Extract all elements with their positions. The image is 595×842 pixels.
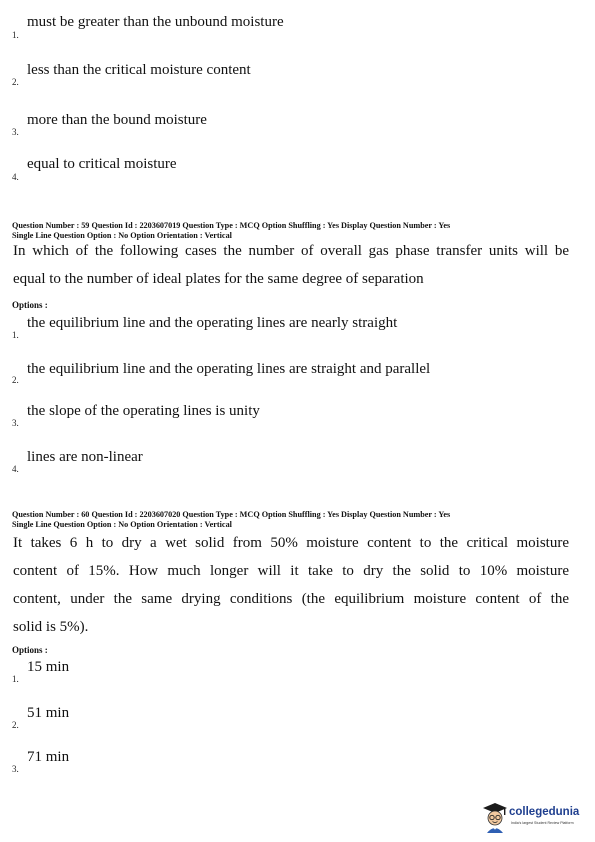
q59-option-1-number: 1. xyxy=(12,330,19,340)
q59-meta-line1: Question Number : 59 Question Id : 2203607019 Question Type : MCQ Option Shuffling : Yes Display Question Number : Yes xyxy=(12,221,451,230)
graduate-mascot-icon xyxy=(481,800,509,834)
q59-option-1-text: the equilibrium line and the operating lines are nearly straight xyxy=(27,315,398,331)
q59-meta-line2: Single Line Question Option : No Option Orientation : Vertical xyxy=(12,230,232,240)
q60-option-3-text: 71 min xyxy=(27,749,70,765)
q59-option-3-number: 3. xyxy=(12,418,19,428)
q59-options-label: Options : xyxy=(12,300,48,310)
prev-option-4-number: 4. xyxy=(12,172,19,182)
q60-text-line3: content, under the same drying conditions (the equilibrium moisture content of the xyxy=(13,591,569,607)
collegedunia-logo xyxy=(481,800,591,834)
prev-option-4-text: equal to critical moisture xyxy=(27,156,177,172)
prev-option-2-number: 2. xyxy=(12,77,19,87)
q60-meta xyxy=(12,510,450,529)
prev-option-3-text: more than the bound moisture xyxy=(27,112,207,128)
q60-meta-line1: Question Number : 60 Question Id : 2203607020 Question Type : MCQ Option Shuffling : Yes Display Question Number : Yes xyxy=(12,510,451,519)
q60-options-label: Options : xyxy=(12,645,48,655)
q59-option-2-number: 2. xyxy=(12,375,19,385)
q60-meta-line2: Single Line Question Option : No Option Orientation : Vertical xyxy=(12,519,232,529)
q60-text-line4: solid is 5%). xyxy=(13,619,89,635)
q60-option-1-number: 1. xyxy=(12,674,19,684)
q60-option-3-number: 3. xyxy=(12,764,19,774)
q59-option-3-text: the slope of the operating lines is unity xyxy=(27,403,260,419)
q60-option-2-text: 51 min xyxy=(27,705,70,721)
q59-meta xyxy=(12,221,450,240)
q60-text-line1: It takes 6 h to dry a wet solid from 50% moisture content to the critical moisture xyxy=(13,535,569,551)
logo-tagline: India's largest Student Review Platform xyxy=(511,821,574,825)
q60-option-1-text: 15 min xyxy=(27,659,70,675)
q60-option-2-number: 2. xyxy=(12,720,19,730)
prev-option-1-number: 1. xyxy=(12,30,19,40)
q59-option-4-number: 4. xyxy=(12,464,19,474)
q59-option-2-text: the equilibrium line and the operating lines are straight and parallel xyxy=(27,361,431,377)
q59-option-4-text: lines are non-linear xyxy=(27,449,143,465)
prev-option-3-number: 3. xyxy=(12,127,19,137)
q59-text-line1: In which of the following cases the number of overall gas phase transfer units will be xyxy=(13,243,569,259)
q59-text-line2: equal to the number of ideal plates for the same degree of separation xyxy=(13,271,424,287)
prev-option-2-text: less than the critical moisture content xyxy=(27,62,251,78)
logo-wordmark: collegedunia xyxy=(509,806,580,818)
prev-option-1-text: must be greater than the unbound moisture xyxy=(27,14,284,30)
q60-text-line2: content of 15%. How much longer will it take to dry the solid to 10% moisture xyxy=(13,563,569,579)
